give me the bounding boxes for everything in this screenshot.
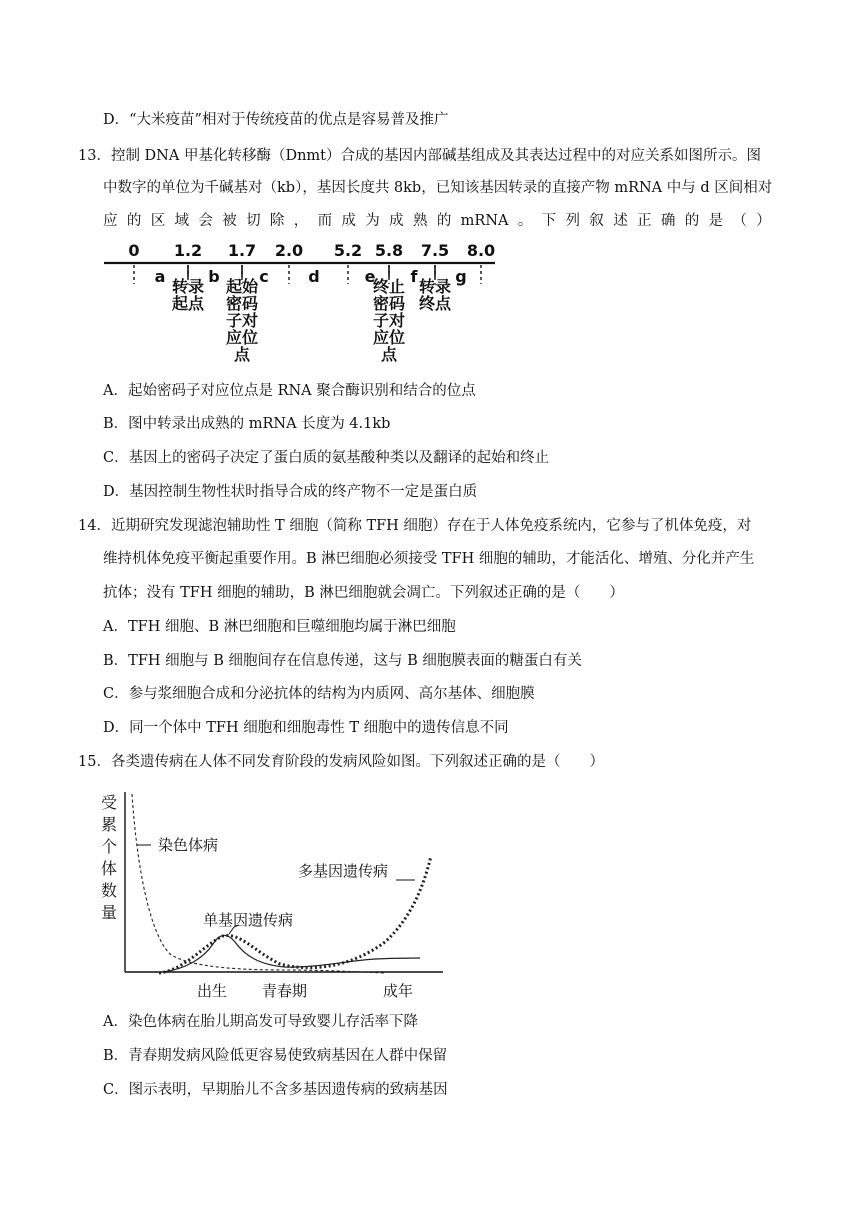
q13-line3-char: ） <box>756 213 771 229</box>
polygenic-disease-label: 多基因遗传病 <box>298 862 389 880</box>
position-label: 2.0 <box>274 241 304 260</box>
segment-letter: d <box>308 267 320 286</box>
q13-line3-char: 会 <box>198 213 213 229</box>
gene-map-figure <box>100 238 510 370</box>
segment-letter: e <box>364 267 376 286</box>
x-tick-birth: 出生 <box>197 982 228 1000</box>
site-label-line: 密码 <box>372 294 406 313</box>
q13-line3-char: ， <box>293 213 309 229</box>
q14-option-d: D．同一个体中 TFH 细胞和细胞毒性 T 细胞中的遗传信息不同 <box>103 720 509 736</box>
q13-line3-char: 下 <box>541 213 557 229</box>
q15-option-a: A．染色体病在胎儿期高发可导致婴儿存活率下降 <box>103 1014 418 1030</box>
position-label: 1.2 <box>173 241 203 260</box>
q13-line3-char: mRNA <box>460 213 509 229</box>
y-axis-label <box>101 793 117 922</box>
position-label: 5.2 <box>333 241 363 260</box>
q13-line3-char: 区 <box>150 213 166 229</box>
site-label-line: 子对 <box>372 311 406 330</box>
site-label-line: 终点 <box>418 294 452 313</box>
position-label: 5.8 <box>374 241 404 260</box>
site-label-line: 点 <box>380 345 398 364</box>
y-axis-label-char: 个 <box>100 837 118 856</box>
q15-stem-line-1: 15．各类遗传病在人体不同发育阶段的发病风险如图。下列叙述正确的是（ ） <box>78 754 604 770</box>
segment-letter: g <box>455 267 467 286</box>
site-label-line: 转录 <box>171 277 205 296</box>
q13-line3-char: 的 <box>126 213 142 229</box>
q12-option-d: D．“大米疫苗”相对于传统疫苗的优点是容易普及推广 <box>103 112 449 128</box>
q13-line3-char: 。 <box>517 213 533 229</box>
q13-line3-char: 列 <box>565 213 581 229</box>
q15-option-b: B．青春期发病风险低更容易使致病基因在人群中保留 <box>103 1048 448 1064</box>
q13-option-c: C．基因上的密码子决定了蛋白质的氨基酸种类以及翻译的起始和终止 <box>103 450 550 466</box>
q13-line3-char: 是 <box>708 213 724 229</box>
position-label: 8.0 <box>466 241 496 260</box>
position-label: 1.7 <box>227 241 257 260</box>
y-axis-label-char: 受 <box>100 793 118 812</box>
polygenic-disease-curve <box>159 856 431 973</box>
x-tick-puberty: 青春期 <box>262 982 308 1000</box>
q14-option-a: A．TFH 细胞、B 淋巴细胞和巨噬细胞均属于淋巴细胞 <box>103 619 456 635</box>
chromosome-disease-curve <box>132 794 385 973</box>
y-axis-label-char: 量 <box>100 903 118 922</box>
q13-stem-line-3 <box>103 211 771 231</box>
q13-line3-char: 熟 <box>412 213 428 229</box>
q15-option-c: C．图示表明，早期胎儿不含多基因遗传病的致病基因 <box>103 1082 448 1098</box>
q13-line3-char: 为 <box>365 213 380 229</box>
y-axis-label-char: 累 <box>100 815 118 834</box>
segment-letter: f <box>410 267 418 286</box>
q14-option-b: B．TFH 细胞与 B 细胞间存在信息传递，这与 B 细胞膜表面的糖蛋白有关 <box>103 653 582 669</box>
q13-option-d: D．基因控制生物性状时指导合成的终产物不一定是蛋白质 <box>103 484 478 500</box>
q13-line3-char: 正 <box>637 213 652 229</box>
site-label-line: 子对 <box>225 311 259 330</box>
y-axis-label-char: 数 <box>100 881 118 900</box>
position-label: 7.5 <box>420 241 450 260</box>
segment-letter: b <box>208 267 220 286</box>
site-label-line: 起点 <box>171 294 205 313</box>
q13-line3-char: 成 <box>389 213 404 229</box>
gene-map-position-labels <box>128 241 495 260</box>
site-label-line: 终止 <box>372 277 406 296</box>
q13-line3-char: 域 <box>174 213 190 229</box>
segment-letter: a <box>154 267 166 286</box>
chromosome-disease-label: 染色体病 <box>158 836 219 854</box>
q13-line3-char: 成 <box>341 213 356 229</box>
q13-stem-line-1: 13．控制 DNA 甲基化转移酶（Dnmt）合成的基因内部碱基组成及其表达过程中的对应关系如图所示。图 <box>78 148 761 164</box>
single-gene-disease-label: 单基因遗传病 <box>203 911 294 929</box>
site-label-line: 应位 <box>372 328 406 347</box>
q13-line3-char: （ <box>732 213 747 229</box>
site-label-line: 密码 <box>225 294 259 313</box>
q13-option-b: B．图中转录出成熟的 mRNA 长度为 4.1kb <box>103 416 391 432</box>
site-label-line: 转录 <box>418 277 452 296</box>
q14-stem-line-2: 维持机体免疫平衡起重要作用。B 淋巴细胞必须接受 TFH 细胞的辅助，才能活化、增殖、分化并产生 <box>103 551 755 567</box>
site-label-line: 起始 <box>225 277 259 296</box>
q13-line3-char: 应 <box>103 213 118 229</box>
q13-line3-char: 除 <box>269 213 285 229</box>
x-tick-adulthood: 成年 <box>383 982 414 1000</box>
site-label-line: 点 <box>233 345 251 364</box>
q14-stem-line-1: 14．近期研究发现滤泡辅助性 T 细胞（简称 TFH 细胞）存在于人体免疫系统内，它参与了机体免疫，对 <box>78 518 752 534</box>
q13-line3-char: 述 <box>613 213 628 229</box>
q14-stem-line-3: 抗体；没有 TFH 细胞的辅助，B 淋巴细胞就会凋亡。下列叙述正确的是（ ） <box>103 585 624 601</box>
single-gene-disease-curve <box>163 935 420 972</box>
q13-line3-char: 被 <box>222 213 237 229</box>
q13-stem-line-2: 中数字的单位为千碱基对（kb），基因长度共 8kb，已知该基因转录的直接产物 mRNA 中与 d 区间相对 <box>103 180 773 196</box>
y-axis-label-char: 体 <box>100 859 118 878</box>
q13-line3-char: 的 <box>436 213 452 229</box>
q13-line3-char: 而 <box>317 213 333 229</box>
q13-line3-char: 确 <box>660 213 676 229</box>
q13-line3-char: 的 <box>684 213 700 229</box>
disease-risk-figure <box>95 784 455 1006</box>
position-label: 0 <box>128 241 140 260</box>
q13-line3-char: 叙 <box>589 213 604 229</box>
site-label-line: 应位 <box>225 328 259 347</box>
segment-letter: c <box>259 267 269 286</box>
q13-line3-char: 切 <box>246 213 261 229</box>
q13-option-a: A．起始密码子对应位点是 RNA 聚合酶识别和结合的位点 <box>103 383 476 399</box>
q14-option-c: C．参与浆细胞合成和分泌抗体的结构为内质网、高尔基体、细胞膜 <box>103 686 535 702</box>
